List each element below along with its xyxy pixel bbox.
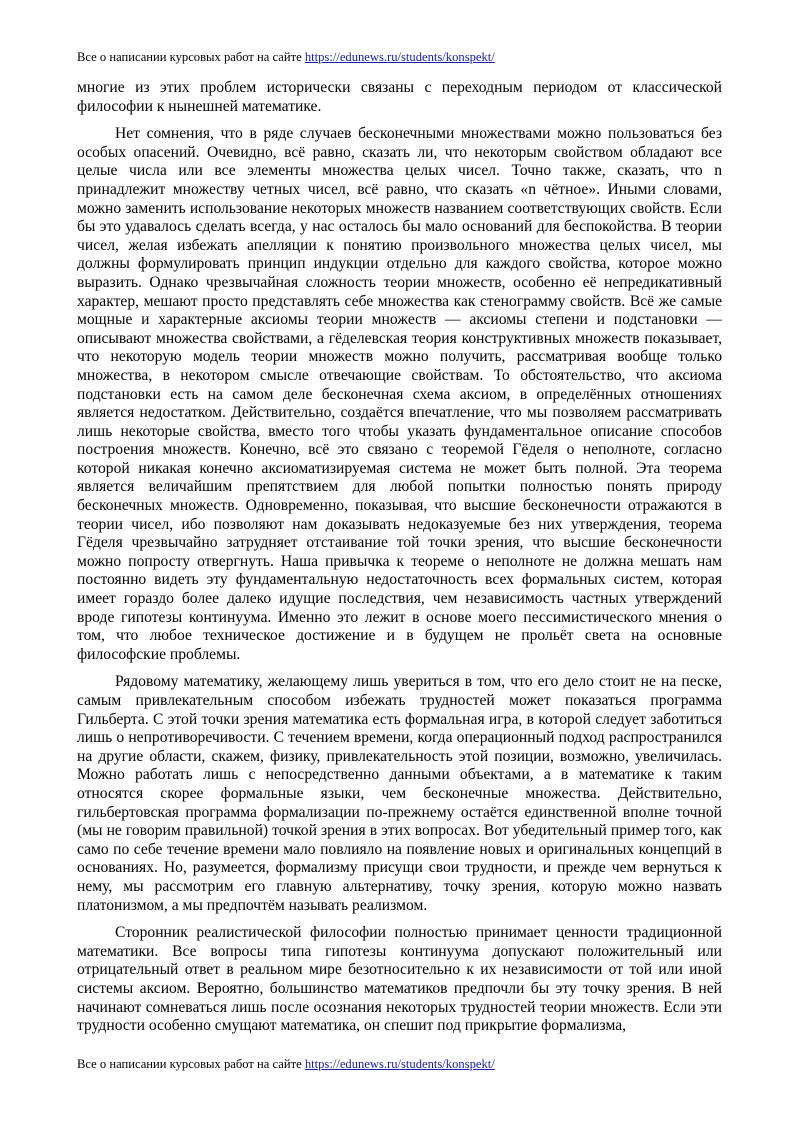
page-footer (77, 1057, 495, 1072)
header-link[interactable]: https://edunews.ru/students/konspekt/ (304, 50, 495, 64)
paragraph-4: Сторонник реалистической философии полностью принимает ценности традиционной математики. Все вопросы типа гипотезы континуума допускают положительный или отрицательный ответ в реальном мире безотносительно к их независимости от той или иной системы аксиом. Вероятно, большинство математиков предпочли бы эту точку зрения. В ней начинают сомневаться лишь после осознания некоторых трудностей теории множеств. Если эти трудности особенно смущают математика, он спешит под прикрытие формализма, (77, 924, 722, 1035)
paragraph-3: Рядовому математику, желающему лишь увериться в том, что его дело стоит не на песке, самым привлекательным способом избежать трудностей может показаться программа Гильберта. С этой точки зрения математика есть формальная игра, в которой следует заботиться лишь о непротиворечивости. С течением времени, когда операционный подход распространился на другие области, скажем, физику, привлекательность этой позиции, возможно, увеличилась. Можно работать лишь с непосредственно данными объектами, а в математике к таким относятся скорее формальные языки, чем бесконечные множества. Действительно, гильбертовская программа формализации по-прежнему остаётся единственной вполне точной (мы не говорим правильной) точкой зрения в этих вопросах. Вот убедительный пример того, как само по себе течение времени мало повлияло на появление новых и оригинальных концепций в основаниях. Но, разумеется, формализму присущи свои трудности, и прежде чем вернуться к нему, мы рассмотрим его главную альтернативу, точку зрения, которую можно назвать платонизмом, а мы предпочтём называть реализмом. (77, 673, 722, 914)
footer-link[interactable]: https://edunews.ru/students/konspekt/ (304, 1057, 495, 1071)
header-text: Все о написании курсовых работ на сайте (77, 50, 302, 64)
paragraph-2: Нет сомнения, что в ряде случаев бесконечными множествами можно пользоваться без особых опасений. Очевидно, всё равно, сказать ли, что некоторым свойством обладают все целые числа или все элементы множества целых чисел. Точно также, сказать, что n принадлежит множеству четных чисел, всё равно, что сказать «n чётное». Иными словами, можно заменить использование некоторых множеств названием соответствующих свойств. Если бы это удавалось сделать всегда, у нас осталось бы мало оснований для беспокойства. В теории чисел, желая избежать апелляции к понятию произвольного множества целых чисел, мы должны формулировать принцип индукции отдельно для каждого свойства, которое можно выразить. Однако чрезвычайная сложность теории множеств, особенно её непредикативный характер, мешают просто представлять себе множества как стенограмму свойств. Всё же самые мощные и характерные аксиомы теории множеств — аксиомы степени и подстановки — описывают множества свойствами, а гёделевская теория конструктивных множеств показывает, что некоторую модель теории множеств можно получить, рассматривая вообще только множества, в некотором смысле отвечающие свойствам. То обстоятельство, что аксиома подстановки есть на самом деле бесконечная схема аксиом, в определённых отношениях является недостатком. Действительно, создаётся впечатление, что мы позволяем рассматривать лишь некоторые свойства, вместо того чтобы указать фундаментальное описание способов построения множеств. Конечно, всё это связано с теоремой Гёделя о неполноте, согласно которой никакая конечно аксиоматизируемая система не может быть полной. Эта теорема является величайшим препятствием для любой попытки полностью понять природу бесконечных множеств. Одновременно, показывая, что высшие бесконечности отражаются в теории чисел, ибо позволяют нам доказывать недоказуемые без них утверждения, теорема Гёделя чрезвычайно затрудняет отстаивание той точки зрения, что высшие бесконечности можно попросту отвергнуть. Наша привычка к теореме о неполноте не должна мешать нам постоянно видеть эту фундаментальную недостаточность всех формальных систем, которая имеет гораздо более далеко идущие последствия, чем независимость частных утверждений вроде гипотезы континуума. Именно это лежит в основе моего пессимистического мнения о том, что любое техническое достижение и в будущем не прольёт света на основные философские проблемы. (77, 125, 722, 663)
paragraph-1: многие из этих проблем исторически связаны с переходным периодом от классической философии к нынешней математике. (77, 79, 722, 115)
page-header (77, 50, 495, 65)
footer-text: Все о написании курсовых работ на сайте (77, 1057, 302, 1071)
document-body (77, 79, 722, 1045)
